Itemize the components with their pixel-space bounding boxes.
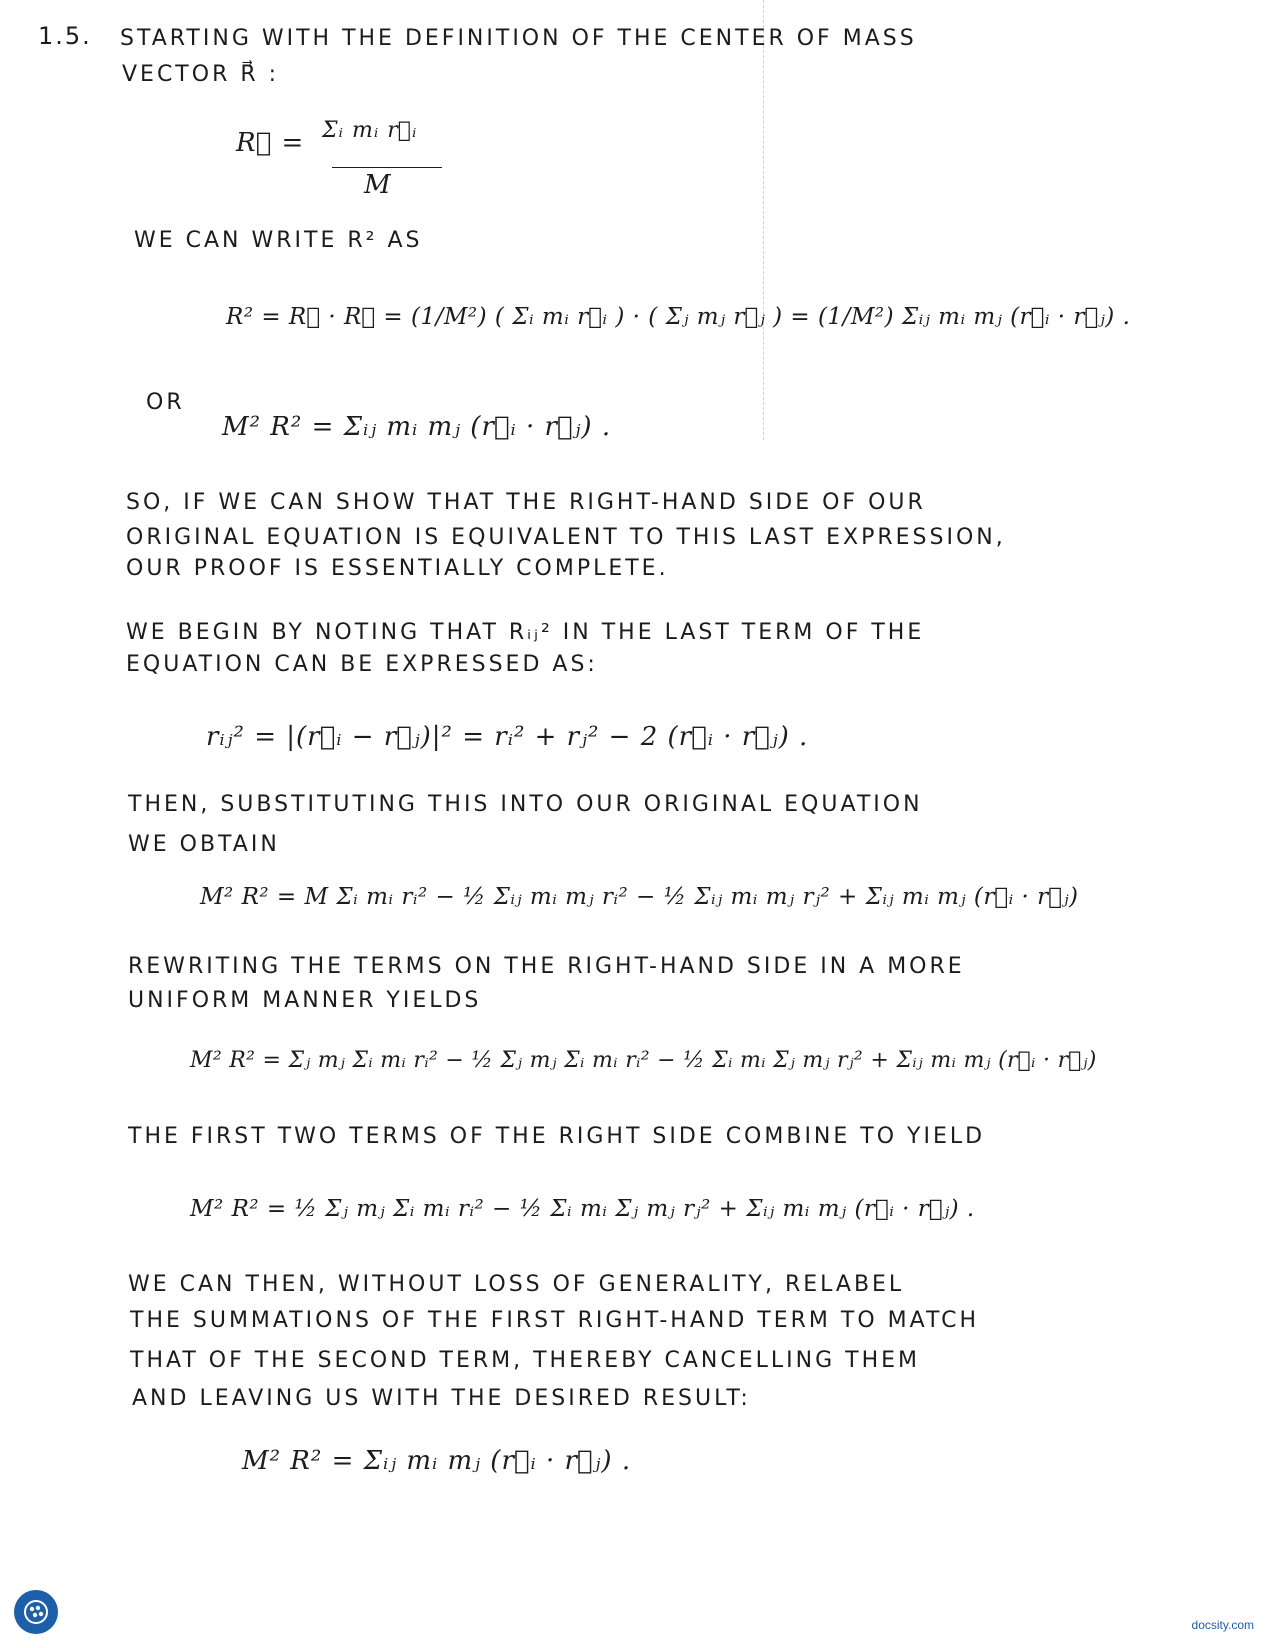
para-then-line-1: THEN, SUBSTITUTING THIS INTO OUR ORIGINAL EQUATION [128, 792, 923, 817]
footer-brand-link[interactable]: docsity.com [1191, 1618, 1254, 1632]
para-combine: THE FIRST TWO TERMS OF THE RIGHT SIDE COMBINE TO YIELD [128, 1124, 986, 1149]
intro-line-1: STARTING WITH THE DEFINITION OF THE CENTER OF MASS [120, 26, 917, 51]
para-so-line-1: SO, IF WE CAN SHOW THAT THE RIGHT-HAND SIDE OF OUR [126, 490, 926, 515]
docsity-logo-icon[interactable] [14, 1590, 58, 1634]
para-rewrite-line-2: UNIFORM MANNER YIELDS [128, 988, 482, 1013]
para-then-line-2: WE OBTAIN [128, 832, 280, 857]
para-relabel-line-3: THAT OF THE SECOND TERM, THEREBY CANCELLING THEM [130, 1348, 921, 1373]
para-relabel-line-1: WE CAN THEN, WITHOUT LOSS OF GENERALITY, RELABEL [128, 1272, 905, 1297]
equation-rij-squared: rᵢⱼ² = |(r⃗ᵢ − r⃗ⱼ)|² = rᵢ² + rⱼ² − 2 (r⃗ᵢ · r⃗ⱼ) . [206, 722, 809, 752]
para-begin-line-2: EQUATION CAN BE EXPRESSED AS: [126, 652, 598, 677]
para-so-line-2: ORIGINAL EQUATION IS EQUIVALENT TO THIS LAST EXPRESSION, [126, 525, 1006, 550]
para-rewrite-line-1: REWRITING THE TERMS ON THE RIGHT-HAND SIDE IN A MORE [128, 954, 965, 979]
intro-line-2: VECTOR R⃗ : [122, 62, 280, 87]
equation-substituted: M² R² = M Σᵢ mᵢ rᵢ² − ½ Σᵢⱼ mᵢ mⱼ rᵢ² − ½ Σᵢⱼ mᵢ mⱼ rⱼ² + Σᵢⱼ mᵢ mⱼ (r⃗ᵢ · r⃗ⱼ) [200, 884, 1079, 910]
we-can-write-label: WE CAN WRITE R² AS [134, 228, 423, 253]
logo-glyph [21, 1597, 51, 1627]
equation-combined: M² R² = ½ Σⱼ mⱼ Σᵢ mᵢ rᵢ² − ½ Σᵢ mᵢ Σⱼ mⱼ rⱼ² + Σᵢⱼ mᵢ mⱼ (r⃗ᵢ · r⃗ⱼ) . [190, 1196, 975, 1222]
para-begin-line-1: WE BEGIN BY NOTING THAT Rᵢⱼ² IN THE LAST TERM OF THE [126, 620, 925, 645]
or-label: OR [146, 390, 185, 415]
scan-fold-line [763, 0, 764, 440]
equation-uniform: M² R² = Σⱼ mⱼ Σᵢ mᵢ rᵢ² − ½ Σⱼ mⱼ Σᵢ mᵢ rᵢ² − ½ Σᵢ mᵢ Σⱼ mⱼ rⱼ² + Σᵢⱼ mᵢ mⱼ (r⃗ᵢ · r⃗ⱼ) [190, 1048, 1097, 1073]
equation-cm-denominator: M [364, 170, 392, 200]
equation-m2r2: M² R² = Σᵢⱼ mᵢ mⱼ (r⃗ᵢ · r⃗ⱼ) . [222, 412, 612, 442]
para-so-line-3: OUR PROOF IS ESSENTIALLY COMPLETE. [126, 556, 669, 581]
equation-cm-numerator: Σᵢ mᵢ r⃗ᵢ [322, 118, 418, 143]
para-relabel-line-4: AND LEAVING US WITH THE DESIRED RESULT: [132, 1386, 751, 1411]
equation-r-squared: R² = R⃗ · R⃗ = (1/M²) ( Σᵢ mᵢ r⃗ᵢ ) · ( Σⱼ mⱼ r⃗ⱼ ) = (1/M²) Σᵢⱼ mᵢ mⱼ (r⃗ᵢ · r⃗ⱼ) . [226, 304, 1131, 330]
equation-result: M² R² = Σᵢⱼ mᵢ mⱼ (r⃗ᵢ · r⃗ⱼ) . [242, 1446, 632, 1476]
fraction-bar [332, 167, 442, 168]
problem-number: 1.5. [38, 22, 92, 50]
equation-cm-lhs: R⃗ = [236, 128, 305, 158]
para-relabel-line-2: THE SUMMATIONS OF THE FIRST RIGHT-HAND TERM TO MATCH [130, 1308, 979, 1333]
